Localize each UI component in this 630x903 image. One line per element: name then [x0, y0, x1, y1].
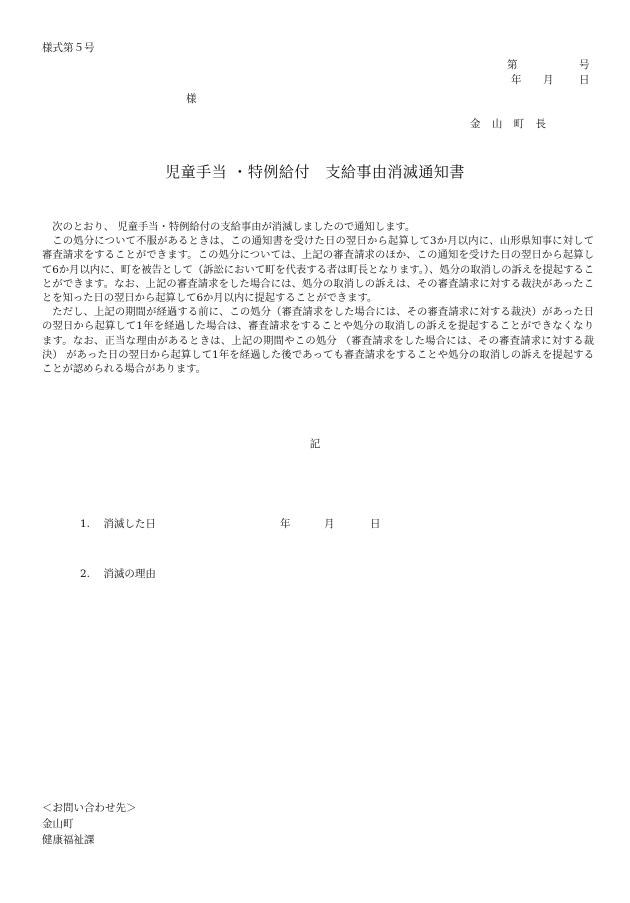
- document-number-prefix: 第: [507, 59, 518, 71]
- contact-town: 金山町: [42, 818, 74, 830]
- item-2-label: 消滅の理由: [103, 568, 156, 580]
- issue-date-month: 月: [543, 74, 554, 86]
- ki-label: 記: [309, 438, 321, 450]
- item-1-label: 消滅した日: [103, 518, 156, 530]
- item-termination-date: [80, 516, 156, 531]
- contact-department: 健康福祉課: [42, 834, 95, 846]
- form-number: 様式第５号: [42, 42, 95, 54]
- body-paragraph-1: 次のとおり、 児童手当・特例給付の支給事由が消滅しましたので通知します。: [52, 221, 416, 233]
- termination-date-day: 日: [370, 518, 381, 530]
- contact-heading: ＜お問い合わせ先＞: [42, 802, 137, 814]
- issue-date-year: 年: [511, 74, 522, 86]
- notice-body: [42, 220, 594, 376]
- item-2-number: 2.: [80, 568, 91, 580]
- termination-date-month: 月: [324, 518, 335, 530]
- addressee-honorific: 様: [186, 93, 197, 105]
- item-1-number: 1.: [80, 518, 91, 530]
- document-number-suffix: 号: [579, 59, 590, 71]
- issue-date-day: 日: [579, 74, 590, 86]
- issuer-name: 金 山 町 長: [470, 118, 551, 130]
- item-termination-reason: [80, 566, 156, 581]
- body-paragraph-3: ただし、上記の期間が経過する前に、この処分（審査請求をした場合には、その審査請求に対する裁決）があった日の翌日から起算して1年を経過した場合は、審査請求をすることや処分の取消しの訴えを提起することができなくなります。なお、正当な理由があるときは、上記の期間やこの処分 （審査請求をした場合には、その審査請求に対する裁決） があった日の翌日から起算して1年を経過した後であっても審査請求をすることや処分の取消しの訴えを提起することが認められる場合があります。: [42, 306, 594, 376]
- body-paragraph-2: この処分について不服があるときは、この通知書を受けた日の翌日から起算して3か月以内に、山形県知事に対して審査請求をすることができます。この処分については、上記の審査請求のほか、この通知を受けた日の翌日から起算して6か月以内に、町を被告として（訴訟において町を代表する者は町長となります。）、処分の取消しの訴えを提起することができます。なお、上記の審査請求をした場合には、処分の取消しの訴えは、その審査請求に対する裁決があったことを知った日の翌日から起算して6か月以内に提起することができます。: [42, 235, 594, 305]
- document-title: 児童手当 ・特例給付 支給事由消滅通知書: [165, 163, 465, 181]
- contact-info: [42, 800, 137, 848]
- termination-date-year: 年: [280, 518, 291, 530]
